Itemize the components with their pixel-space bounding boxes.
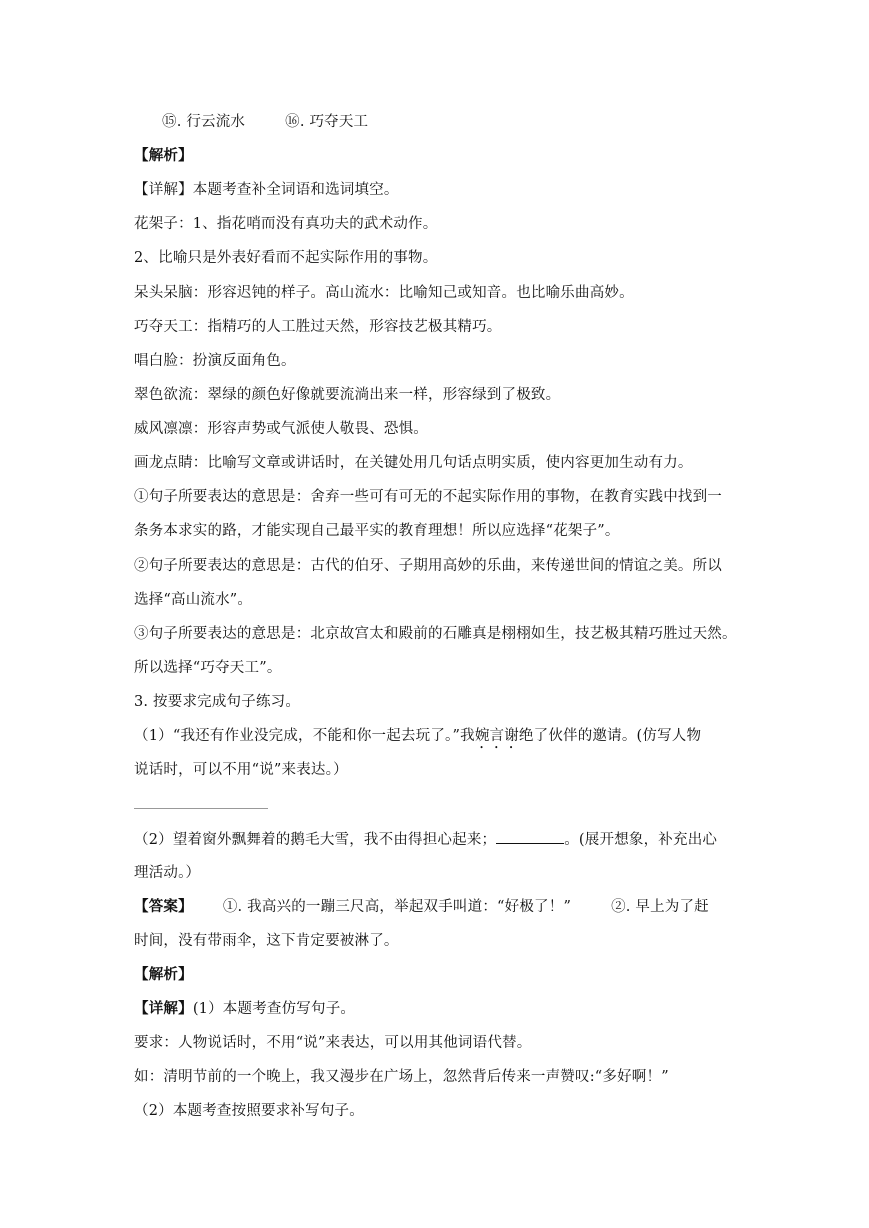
q3-1-prefix: （1）“我还有作业没完成，不能和你一起去玩了。”我 (134, 728, 475, 744)
question-3-2-line-1 (134, 829, 717, 850)
definition-cuise: 翠色欲流：翠绿的颜色好像就要流淌出来一样，形容绿到了极致。 (134, 387, 561, 403)
part-2-line: （2）本题考查按照要求补写句子。 (134, 1103, 364, 1119)
definition-qiaoduo: 巧夺天工：指精巧的人工胜过天然，形容技艺极其精巧。 (134, 319, 502, 335)
sentence-1-line-1: ①句子所要表达的意思是：舍弃一些可有可无的不起实际作用的事物，在教育实践中找到一 (134, 489, 722, 505)
requirement-line: 要求：人物说话时，不用“说”来表达，可以用其他词语代替。 (134, 1035, 532, 1051)
analysis-heading-2: 【解析】 (134, 966, 193, 983)
answer-line-1 (134, 897, 709, 917)
fill-in-blank (496, 829, 564, 844)
detail-line-1: 【详解】本题考查补全词语和选词填空。 (134, 182, 399, 198)
answer-label: 【答案】 (134, 898, 193, 915)
detail-text: (1）本题考查仿写句子。 (192, 1001, 356, 1017)
detail-label: 【详解】 (134, 1000, 193, 1017)
question-3-title: 3. 按要求完成句子练习。 (134, 694, 301, 710)
q3-2-suffix: 。(展开想象，补充出心 (564, 832, 718, 848)
definition-huajiazi-2: 2、比喻只是外表好看而不起实际作用的事物。 (134, 250, 438, 266)
analysis-heading-1: 【解析】 (134, 147, 193, 164)
sentence-1-line-2: 条务本求实的路，才能实现自己最平实的教育理想！所以应选择“花架子”。 (134, 523, 620, 539)
q3-1-emphasis: 婉言谢 (474, 728, 519, 744)
sentence-3-line-2: 所以选择“巧夺天工”。 (134, 660, 282, 676)
q3-2-prefix: （2）望着窗外飘舞着的鹅毛大雪，我不由得担心起来； (134, 832, 497, 848)
answer-underline (134, 808, 268, 809)
answer-row-15-16 (162, 112, 368, 132)
answer-15: ⑮. 行云流水 (162, 114, 246, 130)
detail-line-2 (134, 999, 355, 1019)
sentence-2-line-2: 选择“高山流水”。 (134, 592, 253, 608)
sentence-3-line-1: ③句子所要表达的意思是：北京故宫太和殿前的石雕真是栩栩如生，技艺极其精巧胜过天然。 (134, 626, 737, 642)
definition-weifeng: 威风凛凛：形容声势或气派使人敬畏、恐惧。 (134, 421, 428, 437)
definition-hualong: 画龙点睛：比喻写文章或讲话时，在关键处用几句话点明实质，使内容更加生动有力。 (134, 455, 693, 471)
question-3-1-line-1 (134, 726, 701, 752)
answer-16: ⑯. 巧夺天工 (285, 114, 369, 130)
question-3-2-line-2: 理活动。） (134, 865, 201, 881)
answer-2-start: ②. 早上为了赶 (611, 899, 709, 915)
definition-changbailian: 唱白脸：扮演反面角色。 (134, 353, 296, 369)
answer-line-2: 时间，没有带雨伞，这下肯定要被淋了。 (134, 933, 399, 949)
question-3-1-line-2: 说话时，可以不用“说”来表达。） (134, 762, 348, 778)
definition-huajiazi-1: 花架子：1、指花哨而没有真功夫的武术动作。 (134, 216, 438, 232)
sentence-2-line-1: ②句子所要表达的意思是：古代的伯牙、子期用高妙的乐曲，来传递世间的情谊之美。所以 (134, 558, 722, 574)
answer-1: ①. 我高兴的一蹦三尺高，举起双手叫道：“好极了！” (222, 899, 572, 915)
example-line: 如：清明节前的一个晚上，我又漫步在广场上，忽然背后传来一声赞叹:“多好啊！” (134, 1069, 669, 1085)
q3-1-suffix: 绝了伙伴的邀请。(仿写人物 (518, 728, 702, 744)
definition-daitou: 呆头呆脑：形容迟钝的样子。高山流水：比喻知己或知音。也比喻乐曲高妙。 (134, 285, 634, 301)
